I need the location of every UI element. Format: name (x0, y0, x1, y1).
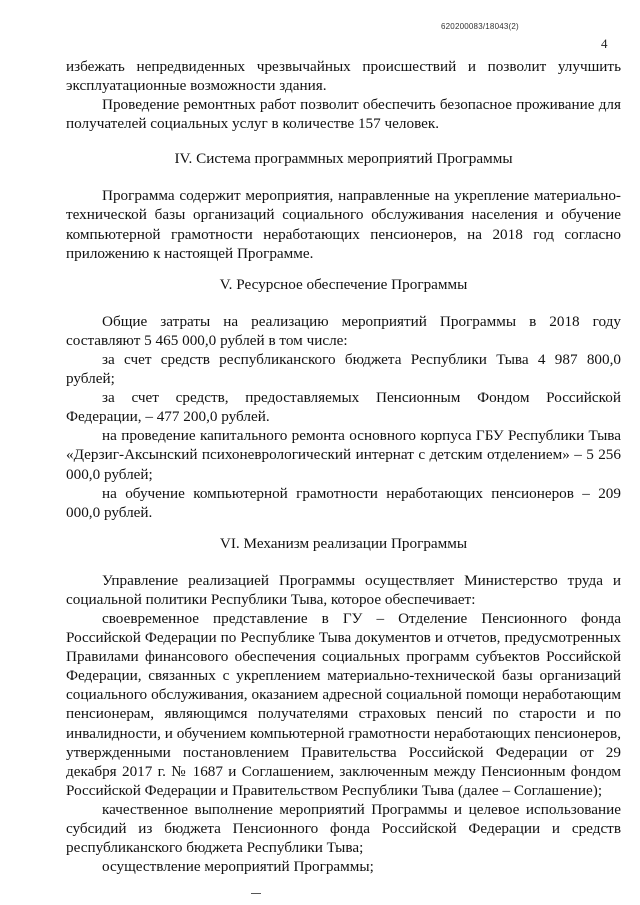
paragraph: Общие затраты на реализацию мероприятий Программы в 2018 году составляют 5 465 000,0 рублей в том числе: (66, 312, 621, 349)
paragraph: за счет средств, предоставляемых Пенсионным Фондом Российской Федерации, – 477 200,0 рублей. (66, 389, 621, 426)
paragraph: Программа содержит мероприятия, направленные на укрепление материально-технической базы организаций социального обслуживания населения и обучение компьютерной грамотности неработающих пенсионеров, на 2018 год согласно приложению к настоящей Программе. (66, 187, 621, 262)
paragraph: на проведение капитального ремонта основного корпуса ГБУ Республики Тыва «Дерзиг-Аксынский психоневрологический интернат с детским отделением» – 5 256 000,0 рублей; (66, 427, 621, 483)
paragraph: на обучение компьютерной грамотности неработающих пенсионеров – 209 000,0 рублей. (66, 484, 621, 521)
section-heading: IV. Система программных мероприятий Программы (174, 150, 513, 168)
paragraph: за счет средств республиканского бюджета Республики Тыва 4 987 800,0 рублей; (66, 350, 621, 388)
section-heading: V. Ресурсное обеспечение Программы (219, 275, 468, 293)
paragraph: избежать непредвиденных чрезвычайных происшествий и позволит улучшить эксплуатационные возможности здания. (66, 58, 621, 95)
paragraph: осуществление мероприятий Программы; (102, 858, 374, 876)
scan-mark (251, 893, 261, 894)
paragraph: своевременное представление в ГУ – Отделение Пенсионного фонда Российской Федерации по Республике Тыва документов и отчетов, предусмотренных Правилами финансового обеспечения социальных программ субъектов Российской Федерации, связанных с укреплением материально-технической базы организаций социального обслуживания, оказанием адресной социальной помощи неработающим пенсионерам, являющимся получателями страховых пенсий по старости и по инвалидности, и обучением компьютерной грамотности неработающих пенсионеров, утвержденными постановлением Правительства Российской Федерации от 29 декабря 2017 г. № 1687 и Соглашением, заключенным между Пенсионным фондом Российской Федерации и Правительством Республики Тыва (далее – Соглашение); (66, 609, 621, 799)
paragraph: качественное выполнение мероприятий Программы и целевое использование субсидий из бюджета Пенсионного фонда Российской Федерации и средств республиканского бюджета Республики Тыва; (66, 800, 621, 857)
document-id: 620200083/18043(2) (441, 22, 519, 31)
document-body (66, 57, 621, 876)
paragraph: Управление реализацией Программы осуществляет Министерство труда и социальной политики Республики Тыва, которое обеспечивает: (66, 571, 621, 608)
paragraph: Проведение ремонтных работ позволит обеспечить безопасное проживание для получателей социальных услуг в количестве 157 человек. (66, 96, 621, 133)
page-number: 4 (601, 36, 608, 51)
section-heading: VI. Механизм реализации Программы (219, 534, 468, 552)
